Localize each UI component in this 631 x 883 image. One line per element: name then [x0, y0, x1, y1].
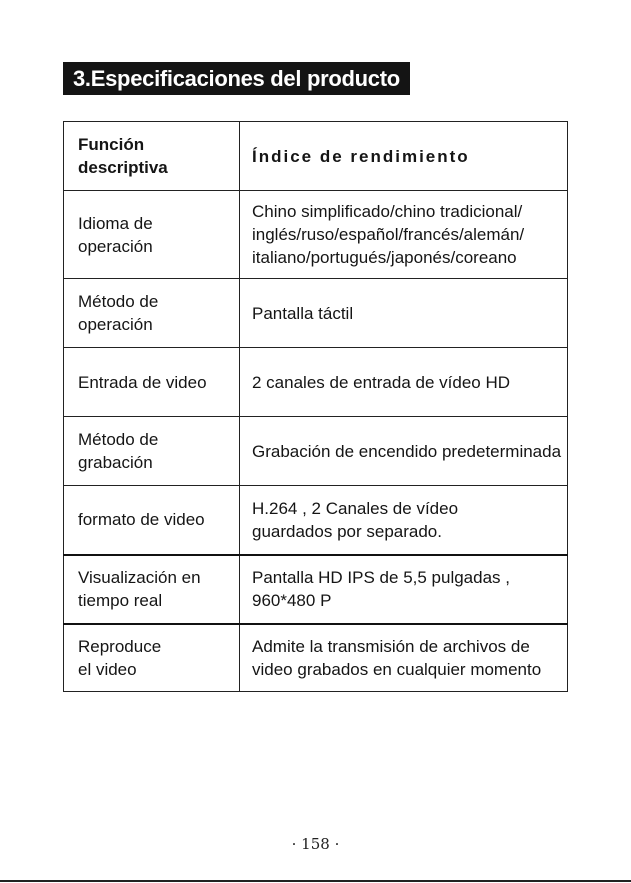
table-row	[64, 348, 568, 417]
function-cell	[64, 191, 240, 279]
performance-cell	[240, 348, 568, 417]
table-row	[64, 191, 568, 279]
function-cell	[64, 555, 240, 624]
performance-cell	[240, 555, 568, 624]
table-row	[64, 555, 568, 624]
specifications-table	[63, 121, 568, 692]
function-label: Método de grabación	[78, 430, 159, 472]
function-label: Idioma de operación	[78, 213, 153, 256]
function-label: Reproduce el video	[78, 636, 162, 679]
page-number: · 158 ·	[291, 835, 340, 853]
performance-value: Grabación de encendido predeterminada	[252, 441, 562, 461]
function-label: formato de video	[78, 510, 205, 530]
function-cell	[64, 279, 240, 348]
table-row	[64, 624, 568, 692]
performance-cell	[240, 624, 568, 692]
header-function-cell	[64, 122, 240, 191]
function-label: Método de operación	[78, 292, 159, 334]
performance-cell	[240, 191, 568, 279]
bottom-divider	[0, 880, 631, 882]
header-performance-label: Índice de rendimiento	[252, 146, 470, 166]
function-cell	[64, 486, 240, 555]
header-performance-cell	[240, 122, 568, 191]
function-label: Visualización en tiempo real	[78, 568, 201, 610]
performance-value: 2 canales de entrada de vídeo HD	[252, 372, 511, 392]
performance-value: Chino simplificado/chino tradicional/ inglés/ruso/español/francés/alemán/ italiano/portugués/japonés/coreano	[252, 202, 525, 267]
performance-cell	[240, 279, 568, 348]
performance-value: Pantalla táctil	[252, 303, 354, 323]
performance-value: Pantalla HD IPS de 5,5 pulgadas , 960*480 P	[252, 568, 510, 610]
function-cell	[64, 624, 240, 692]
table-row	[64, 417, 568, 486]
performance-cell	[240, 417, 568, 486]
function-cell	[64, 348, 240, 417]
header-function-label: Función descriptiva	[78, 135, 168, 177]
table-row	[64, 486, 568, 555]
section-title: 3.Especificaciones del producto	[63, 62, 410, 95]
function-label: Entrada de video	[78, 372, 207, 392]
table-row	[64, 279, 568, 348]
performance-value: H.264 , 2 Canales de vídeo guardados por separado.	[252, 498, 459, 541]
performance-value: Admite la transmisión de archivos de video grabados en cualquier momento	[252, 636, 542, 679]
table-header-row	[64, 122, 568, 191]
performance-cell	[240, 486, 568, 555]
function-cell	[64, 417, 240, 486]
